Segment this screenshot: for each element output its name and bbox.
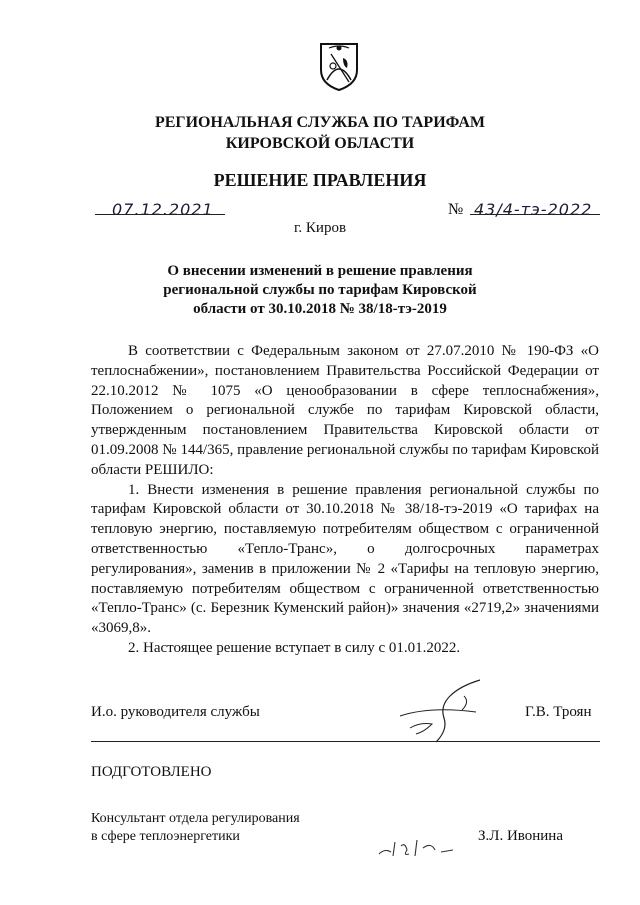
document-date: 07.12.2021 xyxy=(112,200,214,219)
document-body xyxy=(91,342,599,659)
subject-line2: региональной службы по тарифам Кировской xyxy=(163,282,477,298)
preparer-name: З.Л. Ивонина xyxy=(478,828,563,844)
signature-separator xyxy=(91,741,600,742)
handwritten-signature xyxy=(380,672,500,752)
preparer-role-line1: Консультант отдела регулирования xyxy=(91,811,300,826)
subject-line1: О внесении изменений в решение правления xyxy=(167,263,473,279)
item-2-paragraph: 2. Настоящее решение вступает в силу с 01.01.2022. xyxy=(128,639,461,656)
handwritten-initials xyxy=(375,832,465,862)
number-underline xyxy=(470,214,600,215)
signatory-position: И.о. руководителя службы xyxy=(91,704,260,720)
preamble-text: В соответствии с Федеральным законом от 27.07.2010 № 190-ФЗ «О теплоснабжении», постановлением Правительства Российской Федерации от 22.10.2012 № 1075 «О ценообразовании в сфере теплоснабжения», Положением о региональной службе по тарифам Кировской области, утвержденным постановлением Правительства Кировской области от 01.09.2008 № 144/365, правление региональной службы по тарифам Кировской области xyxy=(91,343,599,478)
number-label: № xyxy=(448,201,464,218)
preamble-paragraph xyxy=(91,342,599,481)
document-subject xyxy=(160,262,480,319)
kirov-coat-of-arms-icon xyxy=(315,40,363,92)
subject-line3: области от 30.10.2018 № 38/18-тэ-2019 xyxy=(193,301,447,317)
item-1-paragraph: 1. Внести изменения в решение правления региональной службы по тарифам Кировской области от 30.10.2018 № 38/18-тэ-2019 «О тарифах на тепловую энергию, поставляемую потребителям обществом с ограниченной ответственностью «Тепло-Транс», о долгосрочных параметрах регулирования», заменив в приложении № 2 «Тарифы на тепловую энергию, поставляемую потребителям обществом с ограниченной ответственностью «Тепло-Транс» (с. Березник Куменский район)» значения «2719,2» значениями «3069,8». xyxy=(91,481,599,637)
org-name-line2: КИРОВСКОЙ ОБЛАСТИ xyxy=(225,135,415,152)
document-type: РЕШЕНИЕ ПРАВЛЕНИЯ xyxy=(213,170,427,190)
preparer-role xyxy=(91,810,300,846)
decided-text: РЕШИЛО: xyxy=(144,461,214,478)
signatory-name: Г.В. Троян xyxy=(525,704,592,720)
org-name-line1: РЕГИОНАЛЬНАЯ СЛУЖБА ПО ТАРИФАМ xyxy=(154,114,486,131)
date-underline xyxy=(95,214,225,215)
prepared-heading: ПОДГОТОВЛЕНО xyxy=(91,764,212,780)
city: г. Киров xyxy=(293,220,347,236)
preparer-role-line2: в сфере теплоэнергетики xyxy=(91,829,240,844)
document-number: 43/4-тэ-2022 xyxy=(474,200,593,219)
